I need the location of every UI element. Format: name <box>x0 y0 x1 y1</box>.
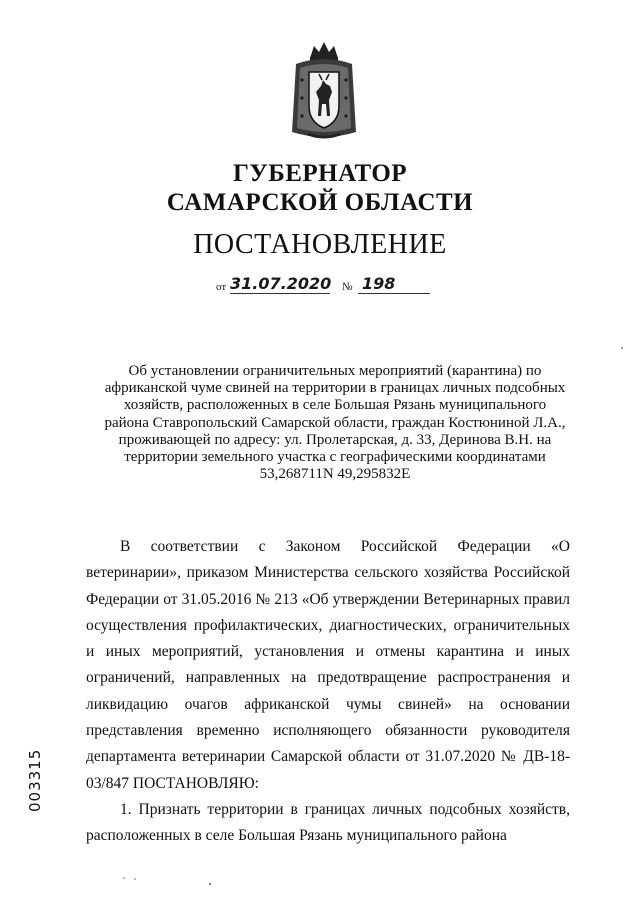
org-title-line1: ГУБЕРНАТОР <box>232 160 408 187</box>
side-stamp-number: 003315 <box>26 748 44 812</box>
number-label: № <box>342 281 353 293</box>
handwritten-date: 31.07.2020 <box>230 274 332 293</box>
handwritten-number: 198 <box>362 274 396 293</box>
org-title-line2: САМАРСКОЙ ОБЛАСТИ <box>166 189 474 216</box>
document-subject: Об установлении ограничительных мероприятий (карантина) по африканской чуме свиней на территории в границах личных подсобных хозяйств, расположенных в селе Большая Рязань муниципального района Ставропольский Самарской области, граждан Костюниной Л.А., проживающей по адресу: ул. Пролетарская, д. 33, Деринова В.Н. на территории земельного участка с географическими координатами 53,268711N 49,295832E <box>104 363 566 483</box>
document-type-title: ПОСТАНОВЛЕНИЕ <box>193 229 447 260</box>
body-paragraph-1: В соответствии с Законом Российской Федерации «О ветеринарии», приказом Министерства сельского хозяйства Российской Федерации от 31.05.2016 № 213 «Об утверждении Ветеринарных правил осуществления профилактических, диагностических, ограничительных и иных мероприятий, установления и отмены карантина и иных ограничений, направленных на предотвращение распространения и ликвидацию очагов африканской чумы свиней» на основании представления временно исполняющего обязанности руководителя департамента ветеринарии Самарской области от 31.07.2020 № ДВ-18-03/847 ПОСТАНОВЛЯЮ: <box>86 538 570 792</box>
body-paragraph-2: 1. Признать территории в границах личных подсобных хозяйств, расположенных в селе Большая Рязань муниципального района <box>86 800 570 845</box>
date-from-label: от <box>216 281 227 293</box>
